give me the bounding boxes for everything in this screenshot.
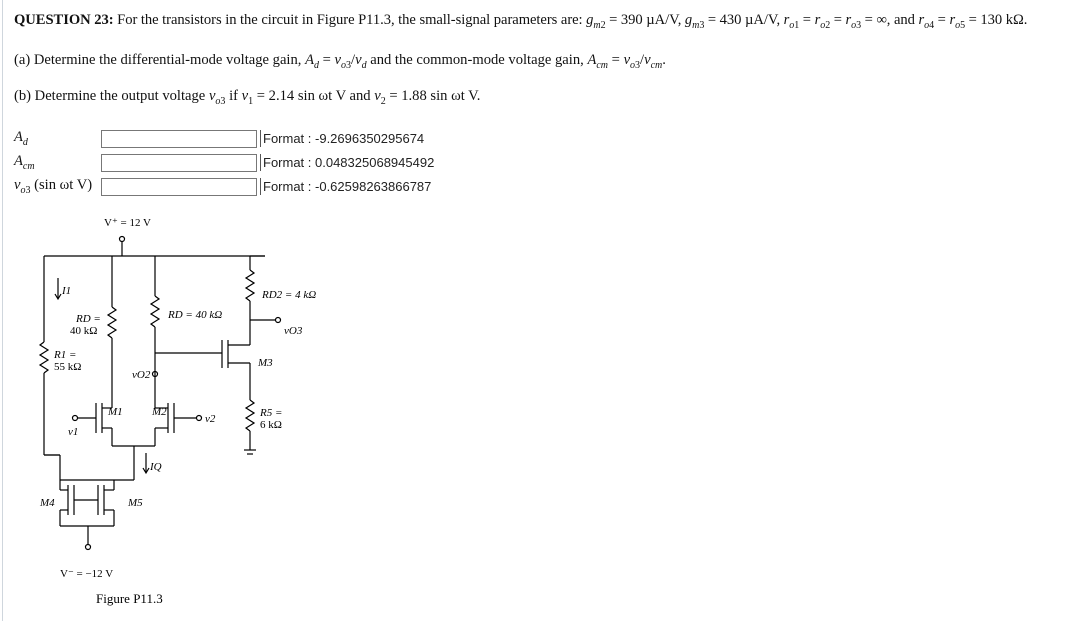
label-vo3: vO3 xyxy=(284,325,303,337)
label-m5: M5 xyxy=(128,497,143,509)
label-m3: M3 xyxy=(258,357,273,369)
answer-input-vo3[interactable] xyxy=(101,178,257,196)
answer-label-vo3: $v_{o3}$ (sin ωt V) xyxy=(14,177,93,196)
v1-terminal xyxy=(73,416,78,421)
label-vplus: V⁺ = 12 V xyxy=(104,217,151,229)
answer-label-acm: $A_{cm}$ xyxy=(14,153,35,172)
label-m2: M2 xyxy=(152,406,167,418)
label-vo2: vO2 xyxy=(132,369,151,381)
rd2-resistor xyxy=(246,270,254,301)
v2-terminal xyxy=(197,416,202,421)
vminus-terminal xyxy=(86,545,91,550)
label-rd2: RD2 = 4 kΩ xyxy=(262,289,317,301)
r1-resistor xyxy=(40,342,48,373)
rd-right-resistor xyxy=(151,296,159,327)
question-intro: For the transistors in the circuit in Figure P11.3, the small-signal parameters are: xyxy=(113,12,587,28)
label-rd-left-1: RD = xyxy=(76,313,101,325)
label-i1: I1 xyxy=(62,285,72,297)
label-r5-2: 6 kΩ xyxy=(260,419,282,431)
label-rd-right: RD = 40 kΩ xyxy=(168,309,223,321)
label-m4: M4 xyxy=(40,497,55,509)
circuit-figure xyxy=(0,210,360,615)
question-params: $g_{m2} = 390$ µA/V, $g_{m3} = 430$ µA/V, $r_{o1} = r_{o2} = r_{o3}$ = ∞, and $r_{o4} = r_{o5} = 130$ kΩ. xyxy=(586,12,1028,31)
vplus-terminal xyxy=(120,237,125,242)
label-r1-2: 55 kΩ xyxy=(54,361,82,373)
label-v2: v2 xyxy=(205,413,216,425)
label-iq: IQ xyxy=(150,461,162,473)
question-text xyxy=(14,12,1027,31)
answer-format-acm: Format : 0.048325068945492 xyxy=(260,154,434,171)
label-m1: M1 xyxy=(108,406,123,418)
answer-input-acm[interactable] xyxy=(101,154,257,172)
label-rd-left-2: 40 kΩ xyxy=(70,325,98,337)
part-b-text: (b) Determine the output voltage $v_{o3}$ if $v_1 = 2.14$ sin ωt V and $v_2 = 1.88$ sin ωt V. xyxy=(14,88,481,107)
answer-format-ad: Format : -9.2696350295674 xyxy=(260,130,424,147)
answer-label-ad: $A_d$ xyxy=(14,129,28,148)
r5-resistor xyxy=(246,400,254,431)
answer-format-vo3: Format : -0.62598263866787 xyxy=(260,178,431,195)
question-label: QUESTION 23: xyxy=(14,12,114,28)
rd-left-resistor xyxy=(108,307,116,338)
answer-input-ad[interactable] xyxy=(101,130,257,148)
label-v1: v1 xyxy=(68,426,79,438)
label-r1-1: R1 = xyxy=(54,349,77,361)
figure-caption: Figure P11.3 xyxy=(96,591,163,606)
label-vminus: V⁻ = −12 V xyxy=(60,568,114,580)
vo3-node xyxy=(276,318,281,323)
part-a-text: (a) Determine the differential-mode voltage gain, $A_d = v_{o3}/v_d$ and the common-mode voltage gain, $A_{cm} = v_{o3}/v_{cm}$. xyxy=(14,52,666,71)
label-r5-1: R5 = xyxy=(260,407,283,419)
